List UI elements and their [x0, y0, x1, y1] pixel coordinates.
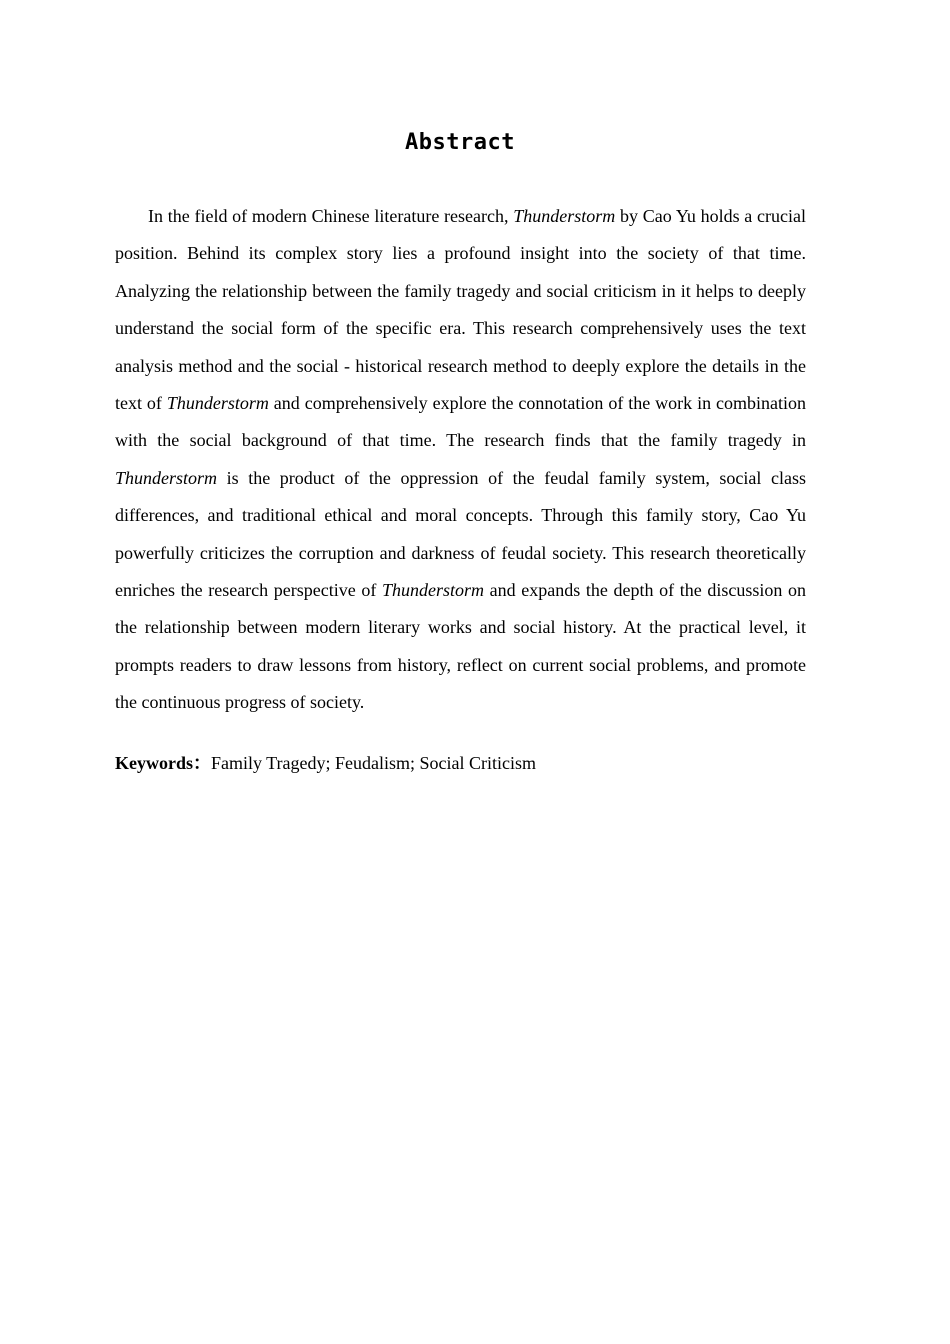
keywords-label: Keywords：	[115, 753, 211, 773]
paragraph-run: In the field of modern Chinese literature research,	[148, 206, 514, 226]
paragraph-run: by Cao Yu holds a crucial position. Behind its complex story lies a profound insight into the society of that time. Analyzing the relationship between the family tragedy and social criticism in it helps to deeply understand the social form of the specific era. This research comprehensively uses the text analysis method and the social - historical research method to deeply explore the details in the text of	[115, 206, 806, 414]
paragraph-run: is the product of the oppression of the feudal family system, social class differences, and traditional ethical and moral concepts. Through this family story, Cao Yu powerfully criticizes the corruption and darkness of feudal society. This research theoretically enriches the research perspective of	[115, 467, 806, 601]
work-title-italic: Thunderstorm	[513, 206, 616, 226]
work-title-italic: Thunderstorm	[115, 467, 218, 488]
abstract-title: Abstract	[405, 130, 515, 155]
keywords-text: Family Tragedy; Feudalism; Social Criticism	[211, 753, 537, 773]
paragraph-run: and expands the depth of the discussion on the relationship between modern literary works and social history. At the practical level, it prompts readers to draw lessons from history, reflect on current social problems, and promote the continuous progress of society.	[115, 580, 806, 713]
work-title-italic: Thunderstorm	[382, 580, 485, 601]
keywords-line	[115, 748, 806, 778]
work-title-italic: Thunderstorm	[166, 393, 269, 414]
abstract-paragraph	[115, 198, 806, 722]
paragraph-run: and comprehensively explore the connotation of the work in combination with the social background of that time. The research finds that the family tragedy in	[115, 393, 806, 451]
